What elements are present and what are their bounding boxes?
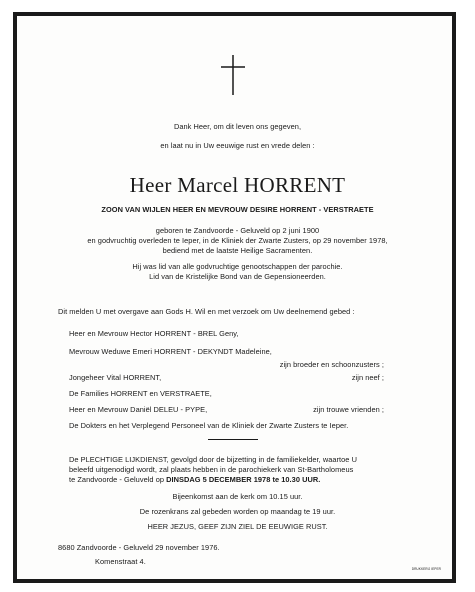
address-line-1: 8680 Zandvoorde - Geluveld 29 november 1976.: [58, 543, 220, 552]
union-line: Lid van de Kristelijke Bond van de Gepensioneerden.: [149, 272, 326, 281]
intro-line-2: en laat nu in Uw eeuwige rust en vrede delen :: [160, 141, 315, 150]
mourner-line-3: Jongeheer Vital HORRENT,: [69, 373, 162, 382]
service-line-2: beleefd uitgenodigd wordt, zal plaats hebben in de parochiekerk van St-Bartholomeus: [69, 465, 354, 474]
latin-cross-icon: [219, 54, 247, 96]
rosary-line: De rozenkrans zal gebeden worden op maandag te 19 uur.: [139, 507, 336, 516]
mourner-line-6: De Dokters en het Verplegend Personeel van de Kliniek der Zwarte Zusters te Ieper.: [69, 421, 349, 430]
intro-line-1: Dank Heer, om dit leven ons gegeven,: [173, 122, 302, 131]
relation-siblings: zijn broeder en schoonzusters ;: [279, 360, 384, 369]
mourner-line-1: Heer en Mevrouw Hector HORRENT - BREL Geny,: [69, 329, 239, 338]
sacraments-line: bediend met de laatste Heilige Sacramenten.: [162, 246, 313, 255]
printer-imprint: DRUKKERIJ IEPER: [411, 567, 441, 571]
announcement-line: Dit melden U met overgave aan Gods H. Wil en met verzoek om Uw deelnemend gebed :: [58, 307, 355, 316]
gathering-line: Bijeenkomst aan de kerk om 10.15 uur.: [172, 492, 303, 501]
deceased-name: Heer Marcel HORRENT: [129, 173, 346, 197]
address-line-2: Komenstraat 4.: [95, 557, 146, 566]
service-date: DINSDAG 5 DECEMBER 1978 te 10.30 UUR.: [166, 475, 321, 484]
death-line: en godvruchtig overleden te Ieper, in de Kliniek der Zwarte Zusters, op 29 november 1978,: [87, 236, 388, 245]
mourner-line-5: Heer en Mevrouw Daniël DELEU - PYPE,: [69, 405, 208, 414]
service-line-1: De PLECHTIGE LIJKDIENST, gevolgd door de bijzetting in de familiekelder, waartoe U: [69, 455, 357, 464]
mourner-line-4: De Families HORRENT en VERSTRAETE,: [69, 389, 212, 398]
parents-line: ZOON VAN WIJLEN HEER EN MEVROUW DESIRE HORRENT - VERSTRAETE: [101, 205, 374, 214]
separator-rule: [208, 439, 258, 440]
service-date-prefix: te Zandvoorde - Geluveld op: [69, 475, 167, 484]
mourner-line-2: Mevrouw Weduwe Emeri HORRENT - DEKYNDT Madeleine,: [69, 347, 272, 356]
membership-line: Hij was lid van alle godvruchtige genootschappen der parochie.: [132, 262, 343, 271]
relation-nephew: zijn neef ;: [351, 373, 384, 382]
birth-line: geboren te Zandvoorde - Geluveld op 2 juni 1900: [155, 226, 320, 235]
service-line-3: [69, 475, 320, 484]
closing-prayer: HEER JEZUS, GEEF ZIJN ZIEL DE EEUWIGE RUST.: [147, 522, 328, 531]
relation-friends: zijn trouwe vrienden ;: [313, 405, 384, 414]
